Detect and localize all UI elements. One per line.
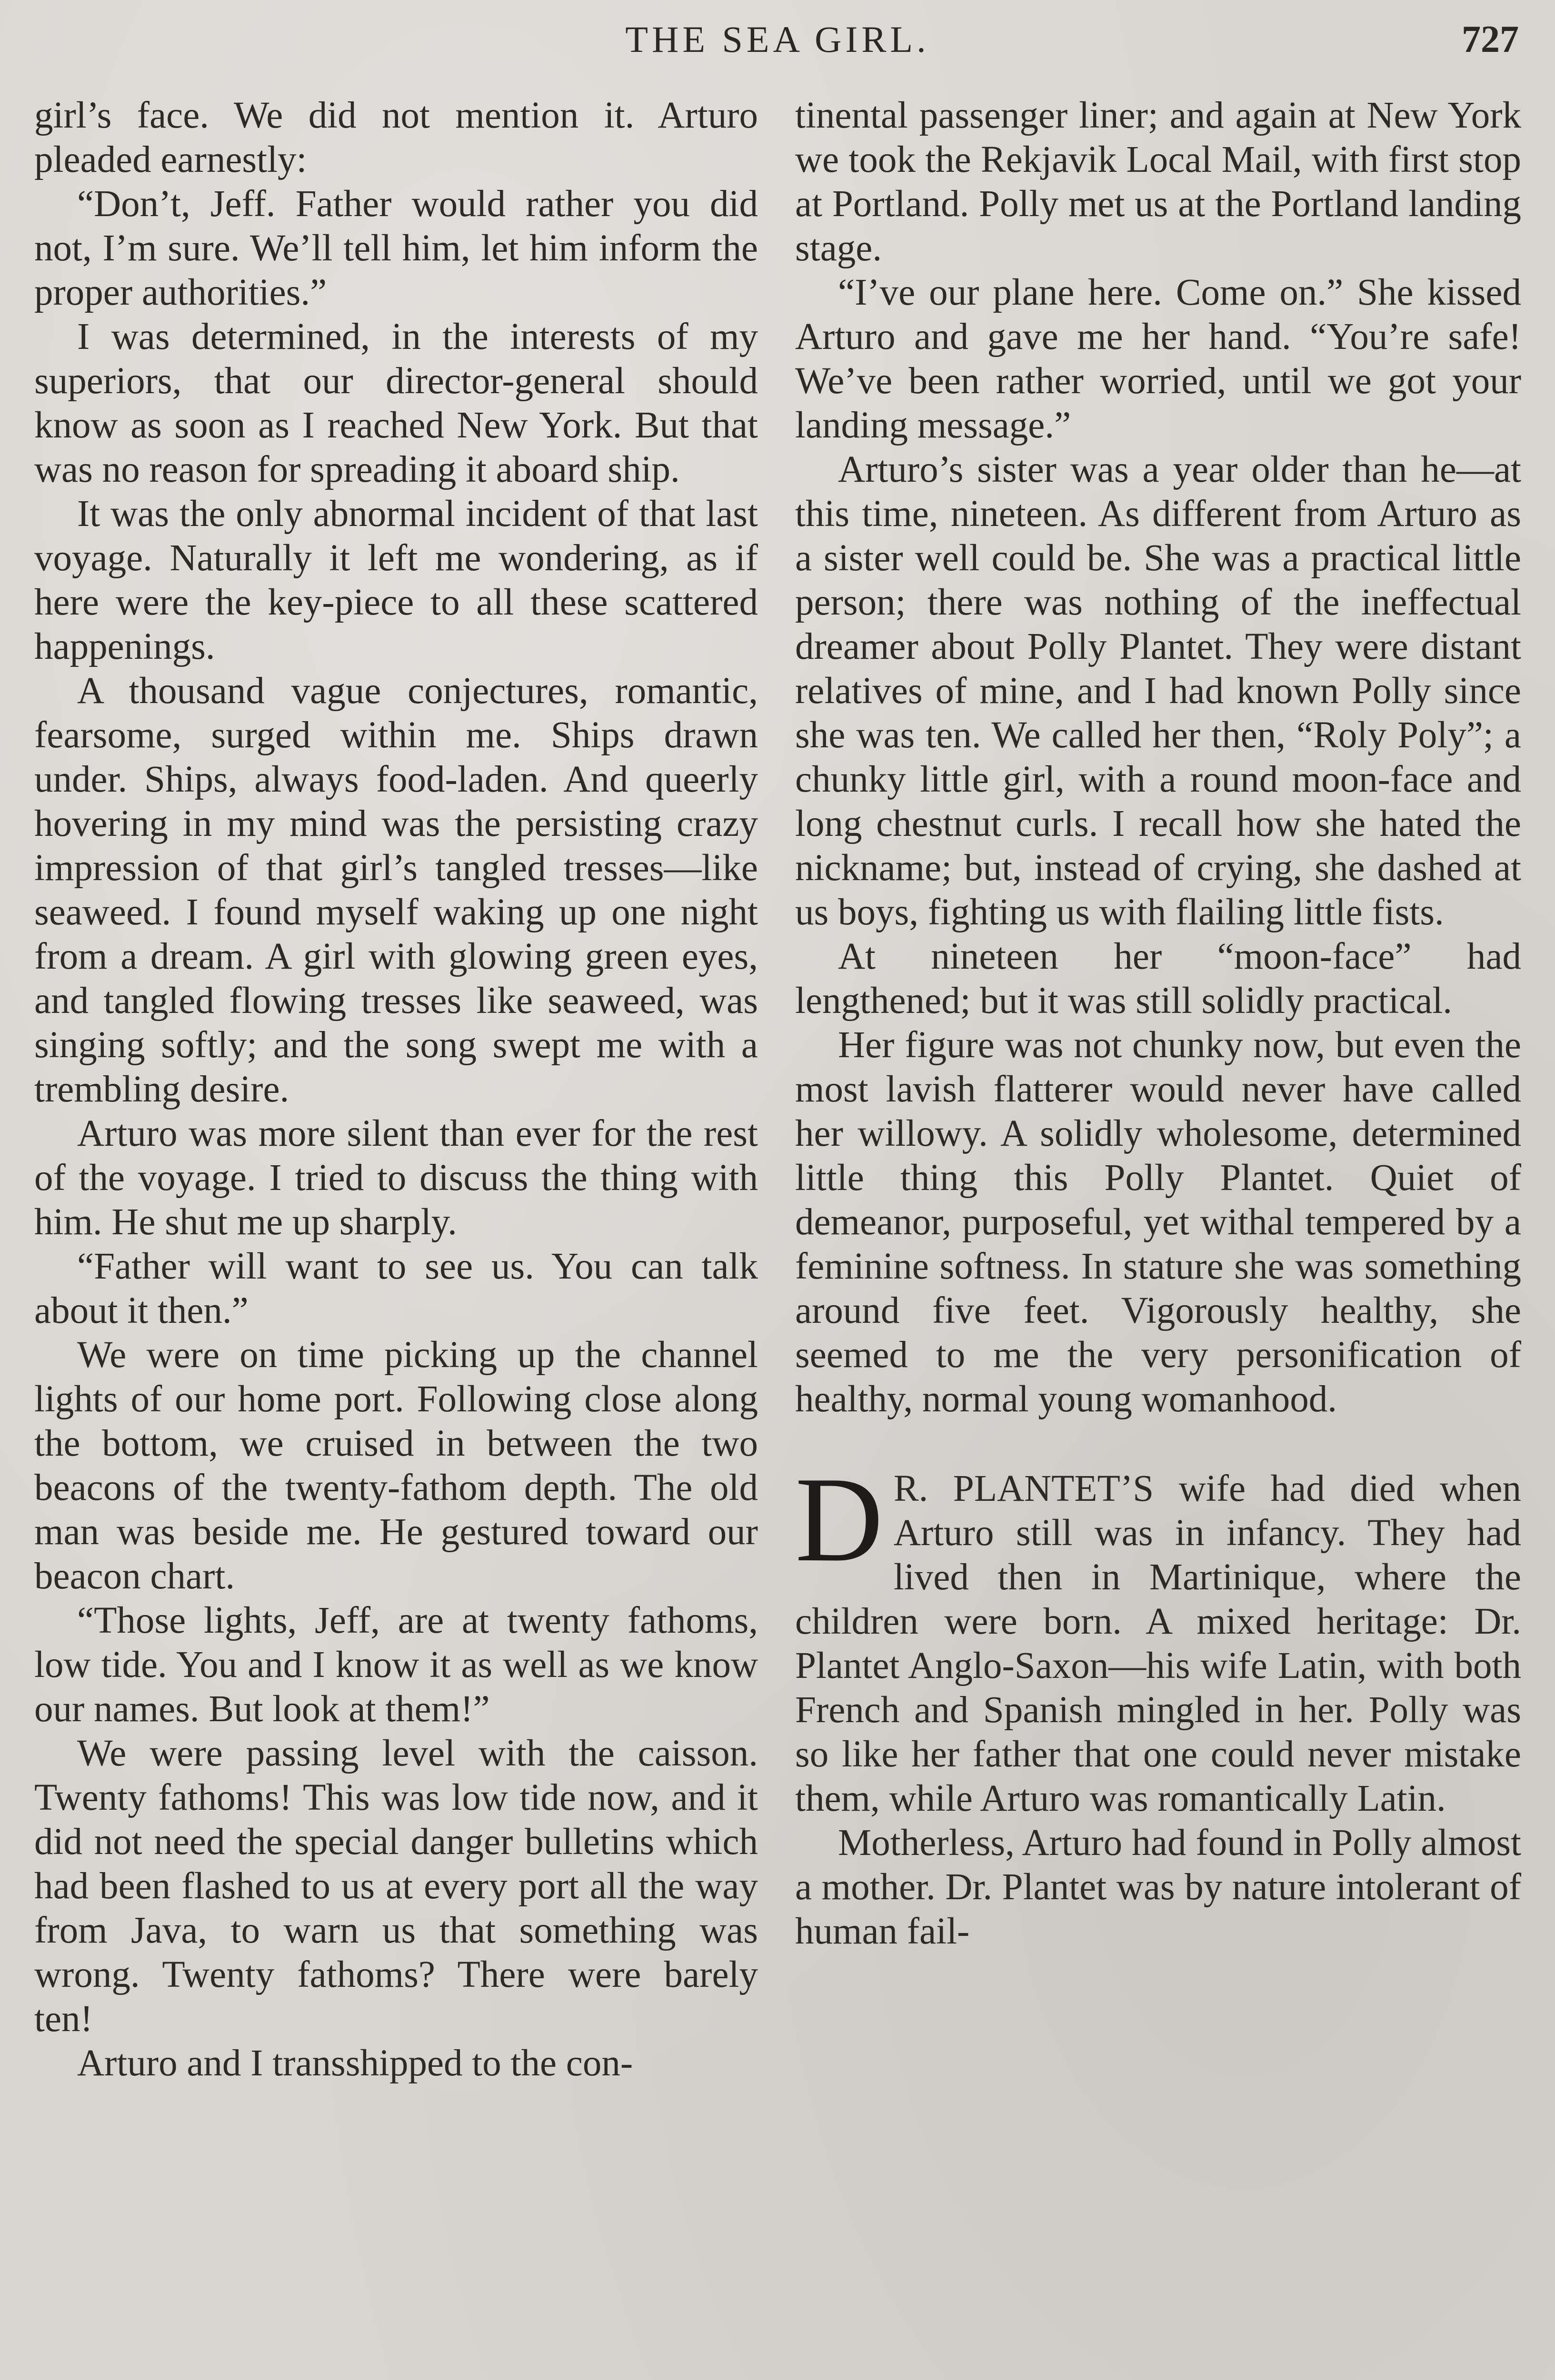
- paragraph: Arturo and I transshipped to the con-: [77, 2043, 633, 2084]
- paragraph: Her figure was not chunky now, but even the most lavish flatterer would never have called her willowy. A solidly wholesome, determined little thing this Polly Plantet. Quiet of demeanor, purposeful, yet withal tempered by a feminine softness. In stature she was something around five feet. Vigorously healthy, she seemed to me the very personification of healthy, normal young womanhood.: [795, 1024, 1521, 1420]
- section-break: [795, 1421, 1521, 1467]
- page-number: 727: [1462, 19, 1519, 60]
- paragraph: “Those lights, Jeff, are at twenty fathoms, low tide. You and I know it as well as we know our names. But look at them!”: [34, 1600, 758, 1730]
- paragraph: Motherless, Arturo had found in Polly almost a mother. Dr. Plantet was by nature intolerant of human fail-: [795, 1822, 1521, 1952]
- paragraph: I was determined, in the interests of my superiors, that our director-general should know as soon as I reached New York. But that was no reason for spreading it aboard ship.: [34, 316, 758, 490]
- paragraph: “I’ve our plane here. Come on.” She kissed Arturo and gave me her hand. “You’re safe! We’ve been rather worried, until we got your landing message.”: [795, 272, 1521, 446]
- right-column: [795, 93, 1521, 2380]
- left-column: [34, 93, 758, 2380]
- drop-cap: D: [795, 1452, 883, 1587]
- paragraph: At nineteen her “moon-face” had lengthened; but it was still solidly practical.: [795, 936, 1521, 1021]
- section-opening-text: R. PLANTET’S wife had died when Arturo still was in infancy. They had lived then in Martinique, where the children were born. A mixed heritage: Dr. Plantet Anglo-Saxon—his wife Latin, with both French and Spanish mingled in her. Polly was so like her father that one could never mistake them, while Arturo was romantically Latin.: [795, 1468, 1521, 1819]
- paragraph: Arturo was more silent than ever for the rest of the voyage. I tried to discuss the thing with him. He shut me up sharply.: [34, 1113, 758, 1243]
- paragraph: tinental passenger liner; and again at New York we took the Rekjavik Local Mail, with first stop at Portland. Polly met us at the Portland landing stage.: [795, 95, 1521, 269]
- paragraph: A thousand vague conjectures, romantic, fearsome, surged within me. Ships drawn under. Ships, always food-laden. And queerly hovering in my mind was the persisting crazy impression of that girl’s tangled tresses—like seaweed. I found myself waking up one night from a dream. A girl with glowing green eyes, and tangled flowing tresses like seaweed, was singing softly; and the song swept me with a trembling desire.: [34, 670, 758, 1110]
- paragraph: Arturo’s sister was a year older than he—at this time, nineteen. As different from Arturo as a sister well could be. She was a practical little person; there was nothing of the ineffectual dreamer about Polly Plantet. They were distant relatives of mine, and I had known Polly since she was ten. We called her then, “Roly Poly”; a chunky little girl, with a round moon-face and long chestnut curls. I recall how she hated the nickname; but, instead of crying, she dashed at us boys, fighting us with flailing little fists.: [795, 449, 1521, 933]
- paragraph: We were on time picking up the channel lights of our home port. Following close along the bottom, we cruised in between the two beacons of the twenty-fathom depth. The old man was beside me. He gestured toward our beacon chart.: [34, 1334, 758, 1597]
- paragraph: girl’s face. We did not mention it. Arturo pleaded earnestly:: [34, 95, 758, 180]
- running-title: THE SEA GIRL.: [625, 19, 930, 60]
- page-header: [33, 14, 1522, 76]
- paragraph: “Don’t, Jeff. Father would rather you did not, I’m sure. We’ll tell him, let him inform the proper authorities.”: [34, 183, 758, 313]
- paragraph: We were passing level with the caisson. Twenty fathoms! This was low tide now, and it did not need the special danger bulletins which had been flashed to us at every port all the way from Java, to warn us that something was wrong. Twenty fathoms? There were barely ten!: [34, 1733, 758, 2040]
- section-opening-paragraph: [795, 1452, 1521, 1821]
- paragraph: It was the only abnormal incident of that last voyage. Naturally it left me wondering, as if here were the key-piece to all these scattered happenings.: [34, 493, 758, 667]
- paragraph: “Father will want to see us. You can talk about it then.”: [34, 1246, 758, 1331]
